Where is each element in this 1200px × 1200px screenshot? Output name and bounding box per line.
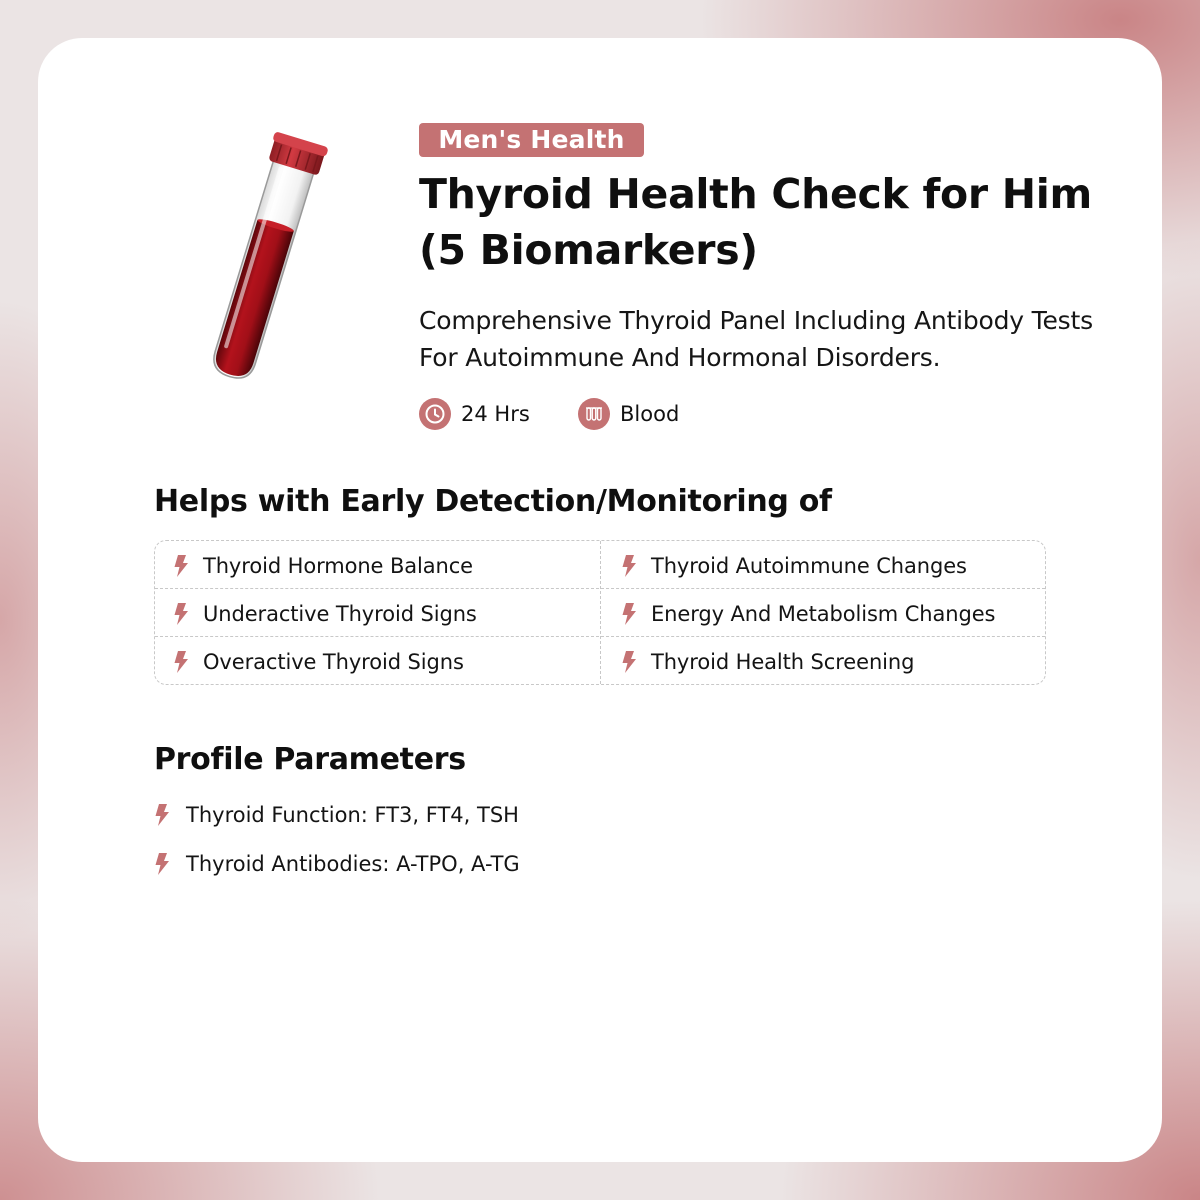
turnaround-time	[419, 398, 530, 430]
sample-type	[578, 398, 679, 430]
test-tubes-icon	[578, 398, 610, 430]
bolt-icon	[154, 853, 170, 875]
detection-item-label: Underactive Thyroid Signs	[203, 602, 477, 626]
parameter-item	[154, 849, 520, 879]
detection-heading: Helps with Early Detection/Monitoring of	[154, 484, 832, 519]
bolt-icon	[173, 555, 189, 577]
detection-item-label: Thyroid Hormone Balance	[203, 554, 473, 578]
bolt-icon	[173, 603, 189, 625]
detection-item	[621, 542, 967, 590]
blood-test-tube-icon	[196, 126, 336, 388]
clock-icon	[419, 398, 451, 430]
bolt-icon	[621, 603, 637, 625]
bolt-icon	[154, 804, 170, 826]
bolt-icon	[173, 651, 189, 673]
parameter-item-label: Thyroid Function: FT3, FT4, TSH	[186, 803, 519, 827]
page-title: Thyroid Health Check for Him (5 Biomarkers)	[419, 170, 1092, 274]
detection-item	[621, 638, 914, 686]
category-badge: Men's Health	[419, 123, 644, 157]
detection-item	[173, 638, 464, 686]
bolt-icon	[621, 651, 637, 673]
parameters-heading: Profile Parameters	[154, 742, 466, 777]
detection-item-label: Thyroid Autoimmune Changes	[651, 554, 967, 578]
detection-item	[173, 542, 473, 590]
turnaround-time-label: 24 Hrs	[461, 402, 530, 426]
sample-type-label: Blood	[620, 402, 680, 426]
detection-item-label: Thyroid Health Screening	[651, 650, 915, 674]
detection-item-label: Energy And Metabolism Changes	[651, 602, 996, 626]
parameter-item	[154, 800, 519, 830]
parameter-item-label: Thyroid Antibodies: A-TPO, A-TG	[186, 852, 520, 876]
detection-grid	[154, 540, 1046, 685]
product-description: Comprehensive Thyroid Panel Including Antibody Tests For Autoimmune And Hormonal Disorders.	[419, 306, 1093, 372]
detection-item	[621, 590, 995, 638]
detection-item-label: Overactive Thyroid Signs	[203, 650, 464, 674]
detection-item	[173, 590, 477, 638]
bolt-icon	[621, 555, 637, 577]
